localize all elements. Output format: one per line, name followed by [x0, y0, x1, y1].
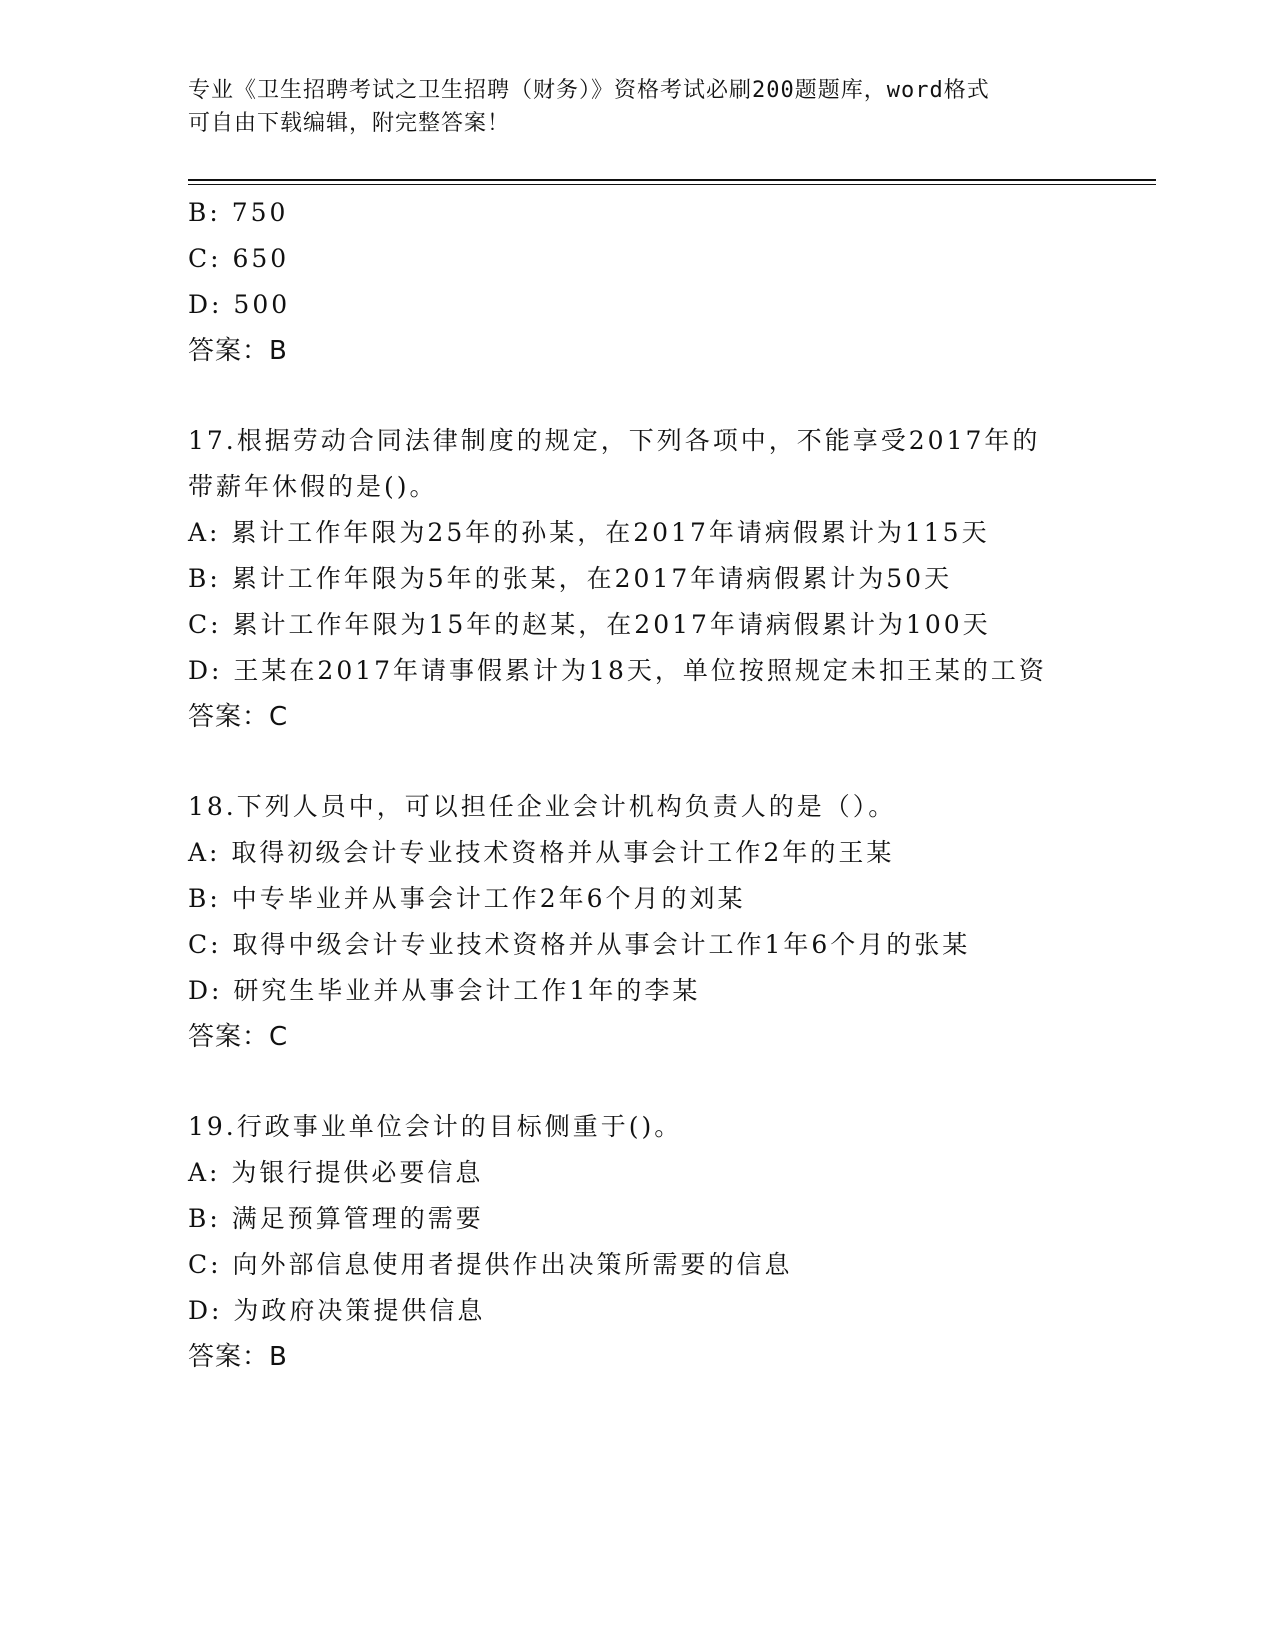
question-stem: 18.下列人员中，可以担任企业会计机构负责人的是（）。	[188, 792, 897, 821]
spacer	[188, 740, 1088, 784]
question-19	[188, 1104, 1088, 1380]
option-d: D: 研究生毕业并从事会计工作1年的李某	[188, 976, 701, 1005]
answer-line: 答案：C	[188, 1022, 289, 1052]
option-c: C: 650	[188, 244, 290, 273]
option-d: D: 500	[188, 290, 291, 319]
option-c: C: 取得中级会计专业技术资格并从事会计工作1年6个月的张某	[188, 930, 971, 959]
question-18	[188, 784, 1088, 1060]
option-a: A: 为银行提供必要信息	[188, 1158, 484, 1187]
header-divider-thin	[188, 184, 1156, 185]
option-c: C: 向外部信息使用者提供作出决策所需要的信息	[188, 1250, 793, 1279]
question-16-tail	[188, 190, 1088, 374]
question-stem-line-1: 17.根据劳动合同法律制度的规定，下列各项中，不能享受2017年的	[188, 426, 1041, 455]
spacer	[188, 1060, 1088, 1104]
option-c: C: 累计工作年限为15年的赵某，在2017年请病假累计为100天	[188, 610, 991, 639]
option-b: B: 中专毕业并从事会计工作2年6个月的刘某	[188, 884, 746, 913]
header-divider-thick	[188, 179, 1156, 181]
question-stem-line-2: 带薪年休假的是()。	[188, 472, 438, 501]
header-title-line-2: 可自由下载编辑，附完整答案！	[188, 111, 511, 136]
option-a: A: 累计工作年限为25年的孙某，在2017年请病假累计为115天	[188, 518, 990, 547]
option-d: D: 王某在2017年请事假累计为18天，单位按照规定未扣王某的工资	[188, 656, 1047, 685]
answer-line: 答案：B	[188, 336, 288, 366]
spacer	[188, 374, 1088, 418]
option-b: B: 累计工作年限为5年的张某，在2017年请病假累计为50天	[188, 564, 953, 593]
option-b: B: 满足预算管理的需要	[188, 1204, 484, 1233]
option-a: A: 取得初级会计专业技术资格并从事会计工作2年的王某	[188, 838, 895, 867]
option-b: B: 750	[188, 198, 289, 227]
answer-line: 答案：C	[188, 702, 289, 732]
question-stem: 19.行政事业单位会计的目标侧重于()。	[188, 1112, 683, 1141]
option-d: D: 为政府决策提供信息	[188, 1296, 486, 1325]
question-list	[188, 190, 1088, 1380]
question-17	[188, 418, 1088, 740]
header-title-line-1: 专业《卫生招聘考试之卫生招聘（财务）》资格考试必刷200题题库，word格式	[188, 78, 990, 103]
answer-line: 答案：B	[188, 1342, 288, 1372]
document-header	[188, 74, 1088, 140]
